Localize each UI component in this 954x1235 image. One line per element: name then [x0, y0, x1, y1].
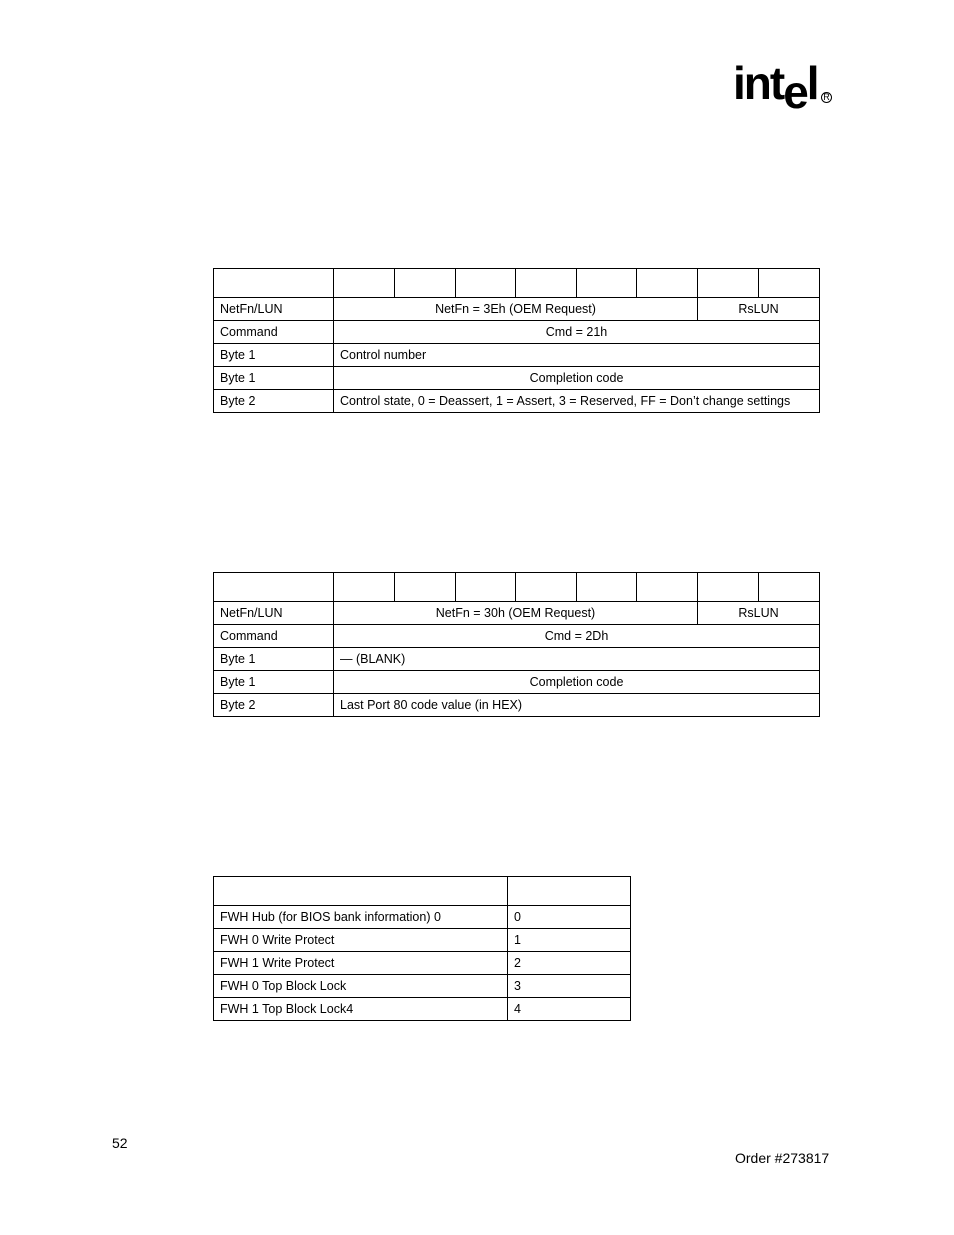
- control-value: 0: [508, 906, 631, 929]
- row-label: Byte 2: [214, 694, 334, 717]
- table-row: [214, 648, 820, 671]
- command-table-oem-21h: [213, 268, 820, 413]
- control-name: FWH 1 Write Protect: [214, 952, 508, 975]
- bit-column-cell: [577, 269, 637, 298]
- bit-column-cell: [334, 573, 395, 602]
- intel-logo-wordmark: intel: [733, 57, 818, 118]
- control-name: FWH Hub (for BIOS bank information) 0: [214, 906, 508, 929]
- bit-column-cell: [395, 573, 456, 602]
- control-number-table: [213, 876, 631, 1021]
- row-label: Byte 2: [214, 390, 334, 413]
- table-row: [214, 975, 631, 998]
- row-value: Cmd = 2Dh: [334, 625, 820, 648]
- control-name: FWH 0 Top Block Lock: [214, 975, 508, 998]
- row-value: Control state, 0 = Deassert, 1 = Assert, 3 = Reserved, FF = Don’t change settings: [334, 390, 820, 413]
- table-row: [214, 625, 820, 648]
- table-row: [214, 694, 820, 717]
- netfn-cell: NetFn = 3Eh (OEM Request): [334, 298, 698, 321]
- table-row: [214, 602, 820, 625]
- bit-column-cell: [456, 573, 516, 602]
- rslun-cell: RsLUN: [698, 602, 820, 625]
- table-row: [214, 390, 820, 413]
- header-cell: [214, 877, 508, 906]
- row-value: Completion code: [334, 367, 820, 390]
- bit-column-cell: [395, 269, 456, 298]
- page-number: 52: [112, 1135, 128, 1151]
- row-label: NetFn/LUN: [214, 298, 334, 321]
- table-row: [214, 321, 820, 344]
- bit-column-cell: [637, 269, 698, 298]
- row-label: Byte 1: [214, 367, 334, 390]
- bit-column-cell: [759, 269, 820, 298]
- table-row: [214, 671, 820, 694]
- order-number: Order #273817: [735, 1150, 830, 1166]
- table-row: [214, 298, 820, 321]
- command-table-oem-2dh: [213, 572, 820, 717]
- table-row: [214, 344, 820, 367]
- rslun-cell: RsLUN: [698, 298, 820, 321]
- registered-mark: R: [821, 92, 832, 103]
- bit-column-cell: [759, 573, 820, 602]
- row-label: Command: [214, 625, 334, 648]
- row-value: Control number: [334, 344, 820, 367]
- control-value: 1: [508, 929, 631, 952]
- row-label: Command: [214, 321, 334, 344]
- control-value: 2: [508, 952, 631, 975]
- row-value: Last Port 80 code value (in HEX): [334, 694, 820, 717]
- table-row: [214, 367, 820, 390]
- bit-header-row: [214, 269, 820, 298]
- control-name: FWH 1 Top Block Lock4: [214, 998, 508, 1021]
- header-row: [214, 877, 631, 906]
- bit-column-cell: [456, 269, 516, 298]
- bit-column-cell: [698, 573, 759, 602]
- netfn-cell: NetFn = 30h (OEM Request): [334, 602, 698, 625]
- table-row: [214, 998, 631, 1021]
- header-cell: [214, 269, 334, 298]
- bit-header-row: [214, 573, 820, 602]
- row-label: Byte 1: [214, 648, 334, 671]
- bit-column-cell: [698, 269, 759, 298]
- control-value: 4: [508, 998, 631, 1021]
- bit-column-cell: [637, 573, 698, 602]
- bit-column-cell: [516, 573, 577, 602]
- bit-column-cell: [516, 269, 577, 298]
- row-label: NetFn/LUN: [214, 602, 334, 625]
- bit-column-cell: [334, 269, 395, 298]
- row-label: Byte 1: [214, 671, 334, 694]
- bit-column-cell: [577, 573, 637, 602]
- header-cell: [214, 573, 334, 602]
- row-value: — (BLANK): [334, 648, 820, 671]
- header-cell: [508, 877, 631, 906]
- intel-logo: [733, 58, 833, 118]
- control-value: 3: [508, 975, 631, 998]
- table-row: [214, 906, 631, 929]
- row-value: Completion code: [334, 671, 820, 694]
- row-value: Cmd = 21h: [334, 321, 820, 344]
- table-row: [214, 929, 631, 952]
- row-label: Byte 1: [214, 344, 334, 367]
- control-name: FWH 0 Write Protect: [214, 929, 508, 952]
- table-row: [214, 952, 631, 975]
